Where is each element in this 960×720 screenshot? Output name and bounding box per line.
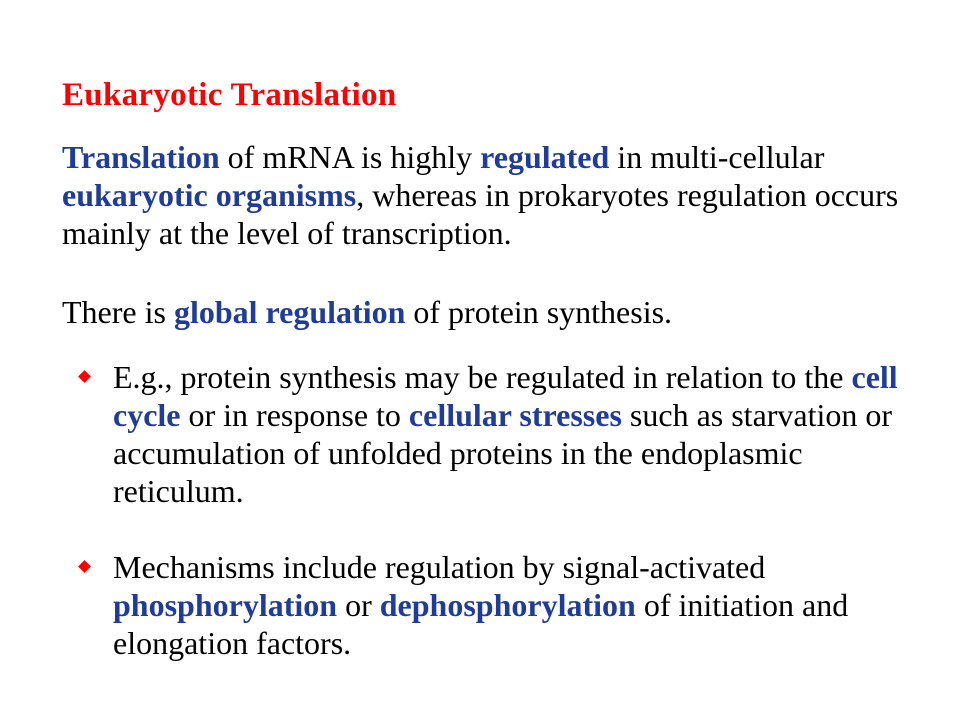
bullet-text <box>113 548 910 662</box>
term-global-regulation: global regulation <box>173 294 406 330</box>
text: of initiation and elongation factors. <box>113 587 849 661</box>
bullet-text <box>113 358 910 510</box>
red-diamond-bullet-icon <box>78 370 91 383</box>
term-cellular-stresses: cellular stresses <box>408 397 622 433</box>
text: such as starvation or accumulation of unfolded proteins in the endoplasmic reticulum. <box>113 397 893 509</box>
red-diamond-bullet-icon <box>78 560 91 573</box>
term-regulated: regulated <box>480 139 610 175</box>
paragraph-translation-regulation <box>62 138 902 252</box>
text: or in response to <box>180 397 409 433</box>
text: , whereas in prokaryotes regulation occurs mainly at the level of transcription. <box>62 177 899 251</box>
paragraph-global-regulation <box>62 293 902 331</box>
slide-title: Eukaryotic Translation <box>62 77 397 113</box>
text: in multi-cellular <box>609 139 825 175</box>
text: of protein synthesis. <box>405 294 673 330</box>
bullet-item-cell-cycle <box>80 358 910 510</box>
text: Mechanisms include regulation by signal-activated <box>113 549 766 585</box>
term-translation: Translation <box>62 139 220 175</box>
term-dephosphorylation: dephosphorylation <box>379 587 636 623</box>
text: E.g., protein synthesis may be regulated in relation to the <box>113 359 852 395</box>
text: of mRNA is highly <box>219 139 481 175</box>
term-eukaryotic-organisms: eukaryotic organisms <box>62 177 357 213</box>
term-cell-cycle: cell cycle <box>113 359 898 433</box>
text: or <box>337 587 380 623</box>
term-phosphorylation: phosphorylation <box>113 587 338 623</box>
bullet-item-mechanisms <box>80 548 910 662</box>
text: There is <box>62 294 174 330</box>
